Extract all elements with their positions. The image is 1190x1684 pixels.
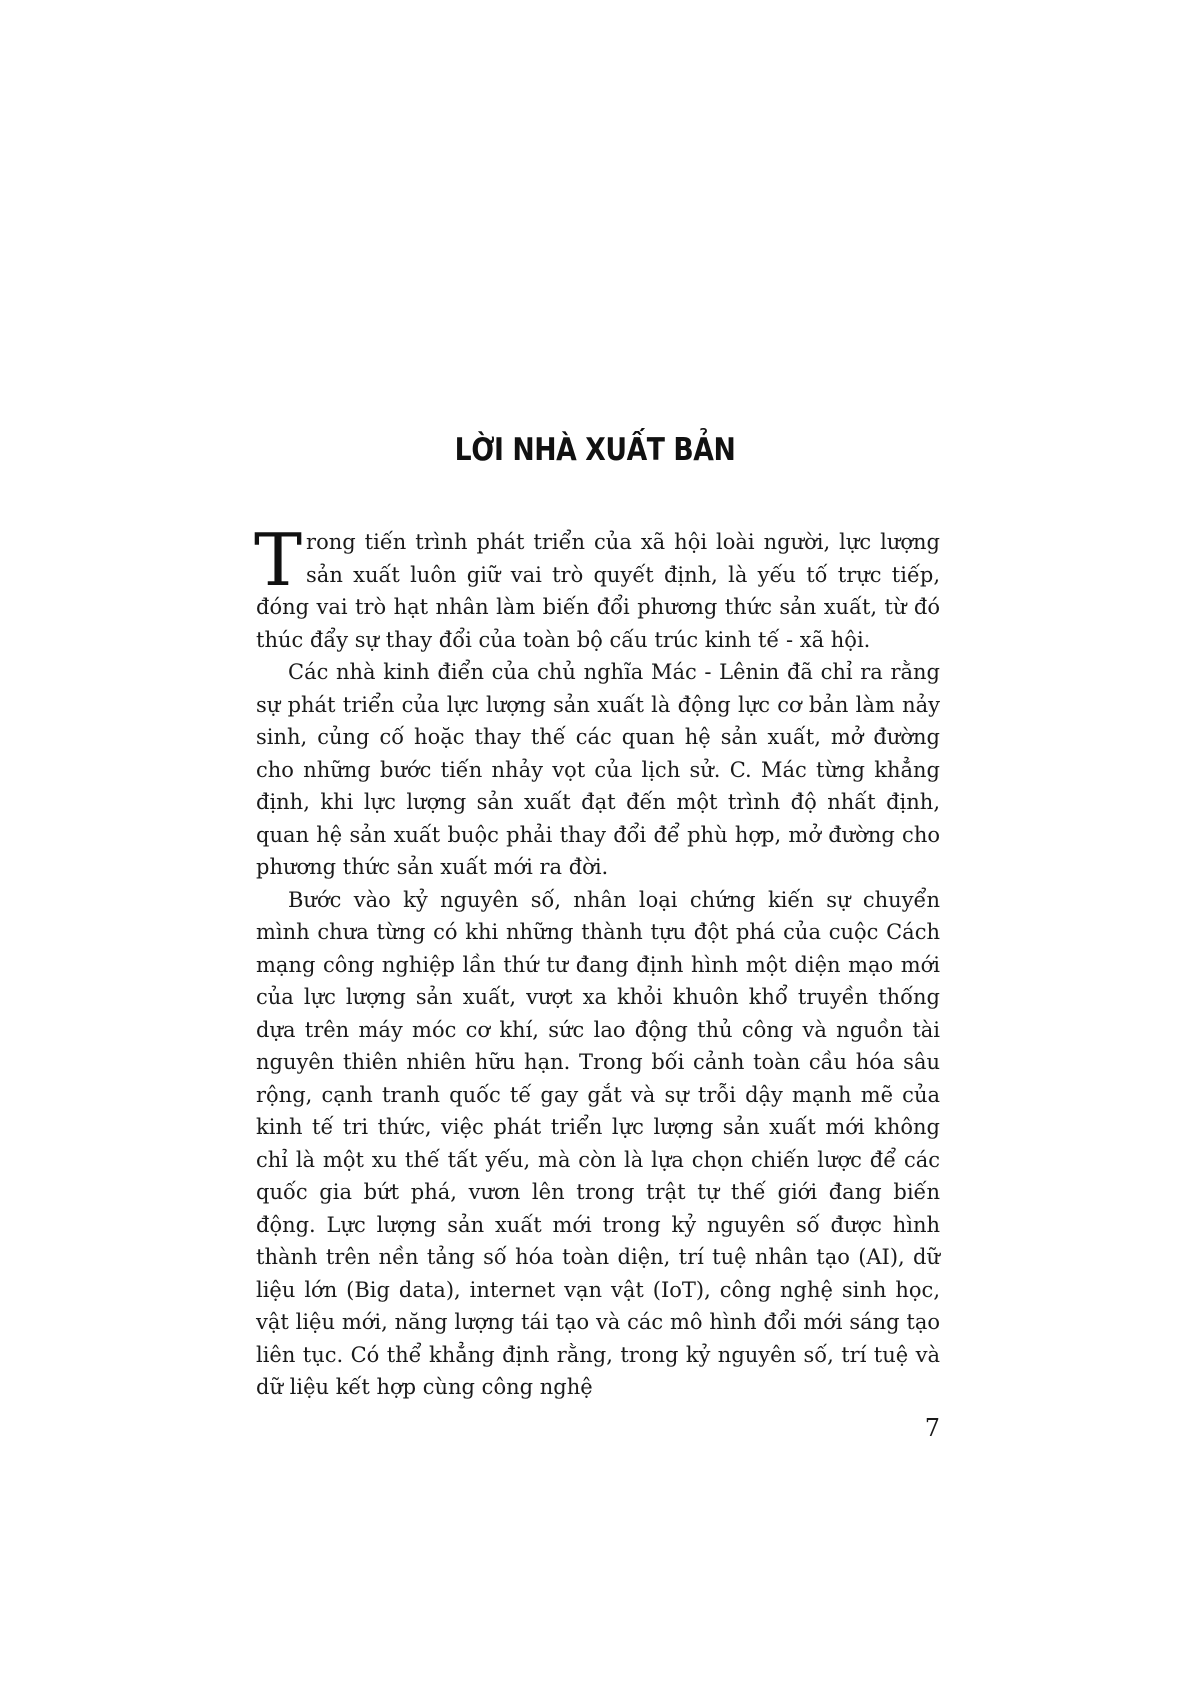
body-text <box>254 518 940 1404</box>
paragraph-1-text: rong tiến trình phát triển của xã hội loài người, lực lượng sản xuất luôn giữ vai trò quyết định, là yếu tố trực tiếp, đóng vai trò hạt nhân làm biến đổi phương thức sản xuất, từ đó thúc đẩy sự thay đổi của toàn bộ cấu trúc kinh tế - xã hội. <box>256 530 940 652</box>
drop-cap: T <box>254 518 303 602</box>
page-number: 7 <box>924 1414 940 1442</box>
paragraph-1 <box>254 518 940 656</box>
paragraph-2: Các nhà kinh điển của chủ nghĩa Mác - Lênin đã chỉ ra rằng sự phát triển của lực lượng sản xuất là động lực cơ bản làm nảy sinh, củng cố hoặc thay thế các quan hệ sản xuất, mở đường cho những bước tiến nhảy vọt của lịch sử. C. Mác từng khẳng định, khi lực lượng sản xuất đạt đến một trình độ nhất định, quan hệ sản xuất buộc phải thay đổi để phù hợp, mở đường cho phương thức sản xuất mới ra đời. <box>256 660 940 879</box>
page-title: LỜI NHÀ XUẤT BẢN <box>454 432 736 468</box>
paragraph-3: Bước vào kỷ nguyên số, nhân loại chứng kiến sự chuyển mình chưa từng có khi những thành tựu đột phá của cuộc Cách mạng công nghiệp lần thứ tư đang định hình một diện mạo mới của lực lượng sản xuất, vượt xa khỏi khuôn khổ truyền thống dựa trên máy móc cơ khí, sức lao động thủ công và nguồn tài nguyên thiên nhiên hữu hạn. Trong bối cảnh toàn cầu hóa sâu rộng, cạnh tranh quốc tế gay gắt và sự trỗi dậy mạnh mẽ của kinh tế tri thức, việc phát triển lực lượng sản xuất mới không chỉ là một xu thế tất yếu, mà còn là lựa chọn chiến lược để các quốc gia bứt phá, vươn lên trong trật tự thế giới đang biến động. Lực lượng sản xuất mới trong kỷ nguyên số được hình thành trên nền tảng số hóa toàn diện, trí tuệ nhân tạo (AI), dữ liệu lớn (Big data), internet vạn vật (IoT), công nghệ sinh học, vật liệu mới, năng lượng tái tạo và các mô hình đổi mới sáng tạo liên tục. Có thể khẳng định rằng, trong kỷ nguyên số, trí tuệ và dữ liệu kết hợp cùng công nghệ <box>256 887 940 1399</box>
